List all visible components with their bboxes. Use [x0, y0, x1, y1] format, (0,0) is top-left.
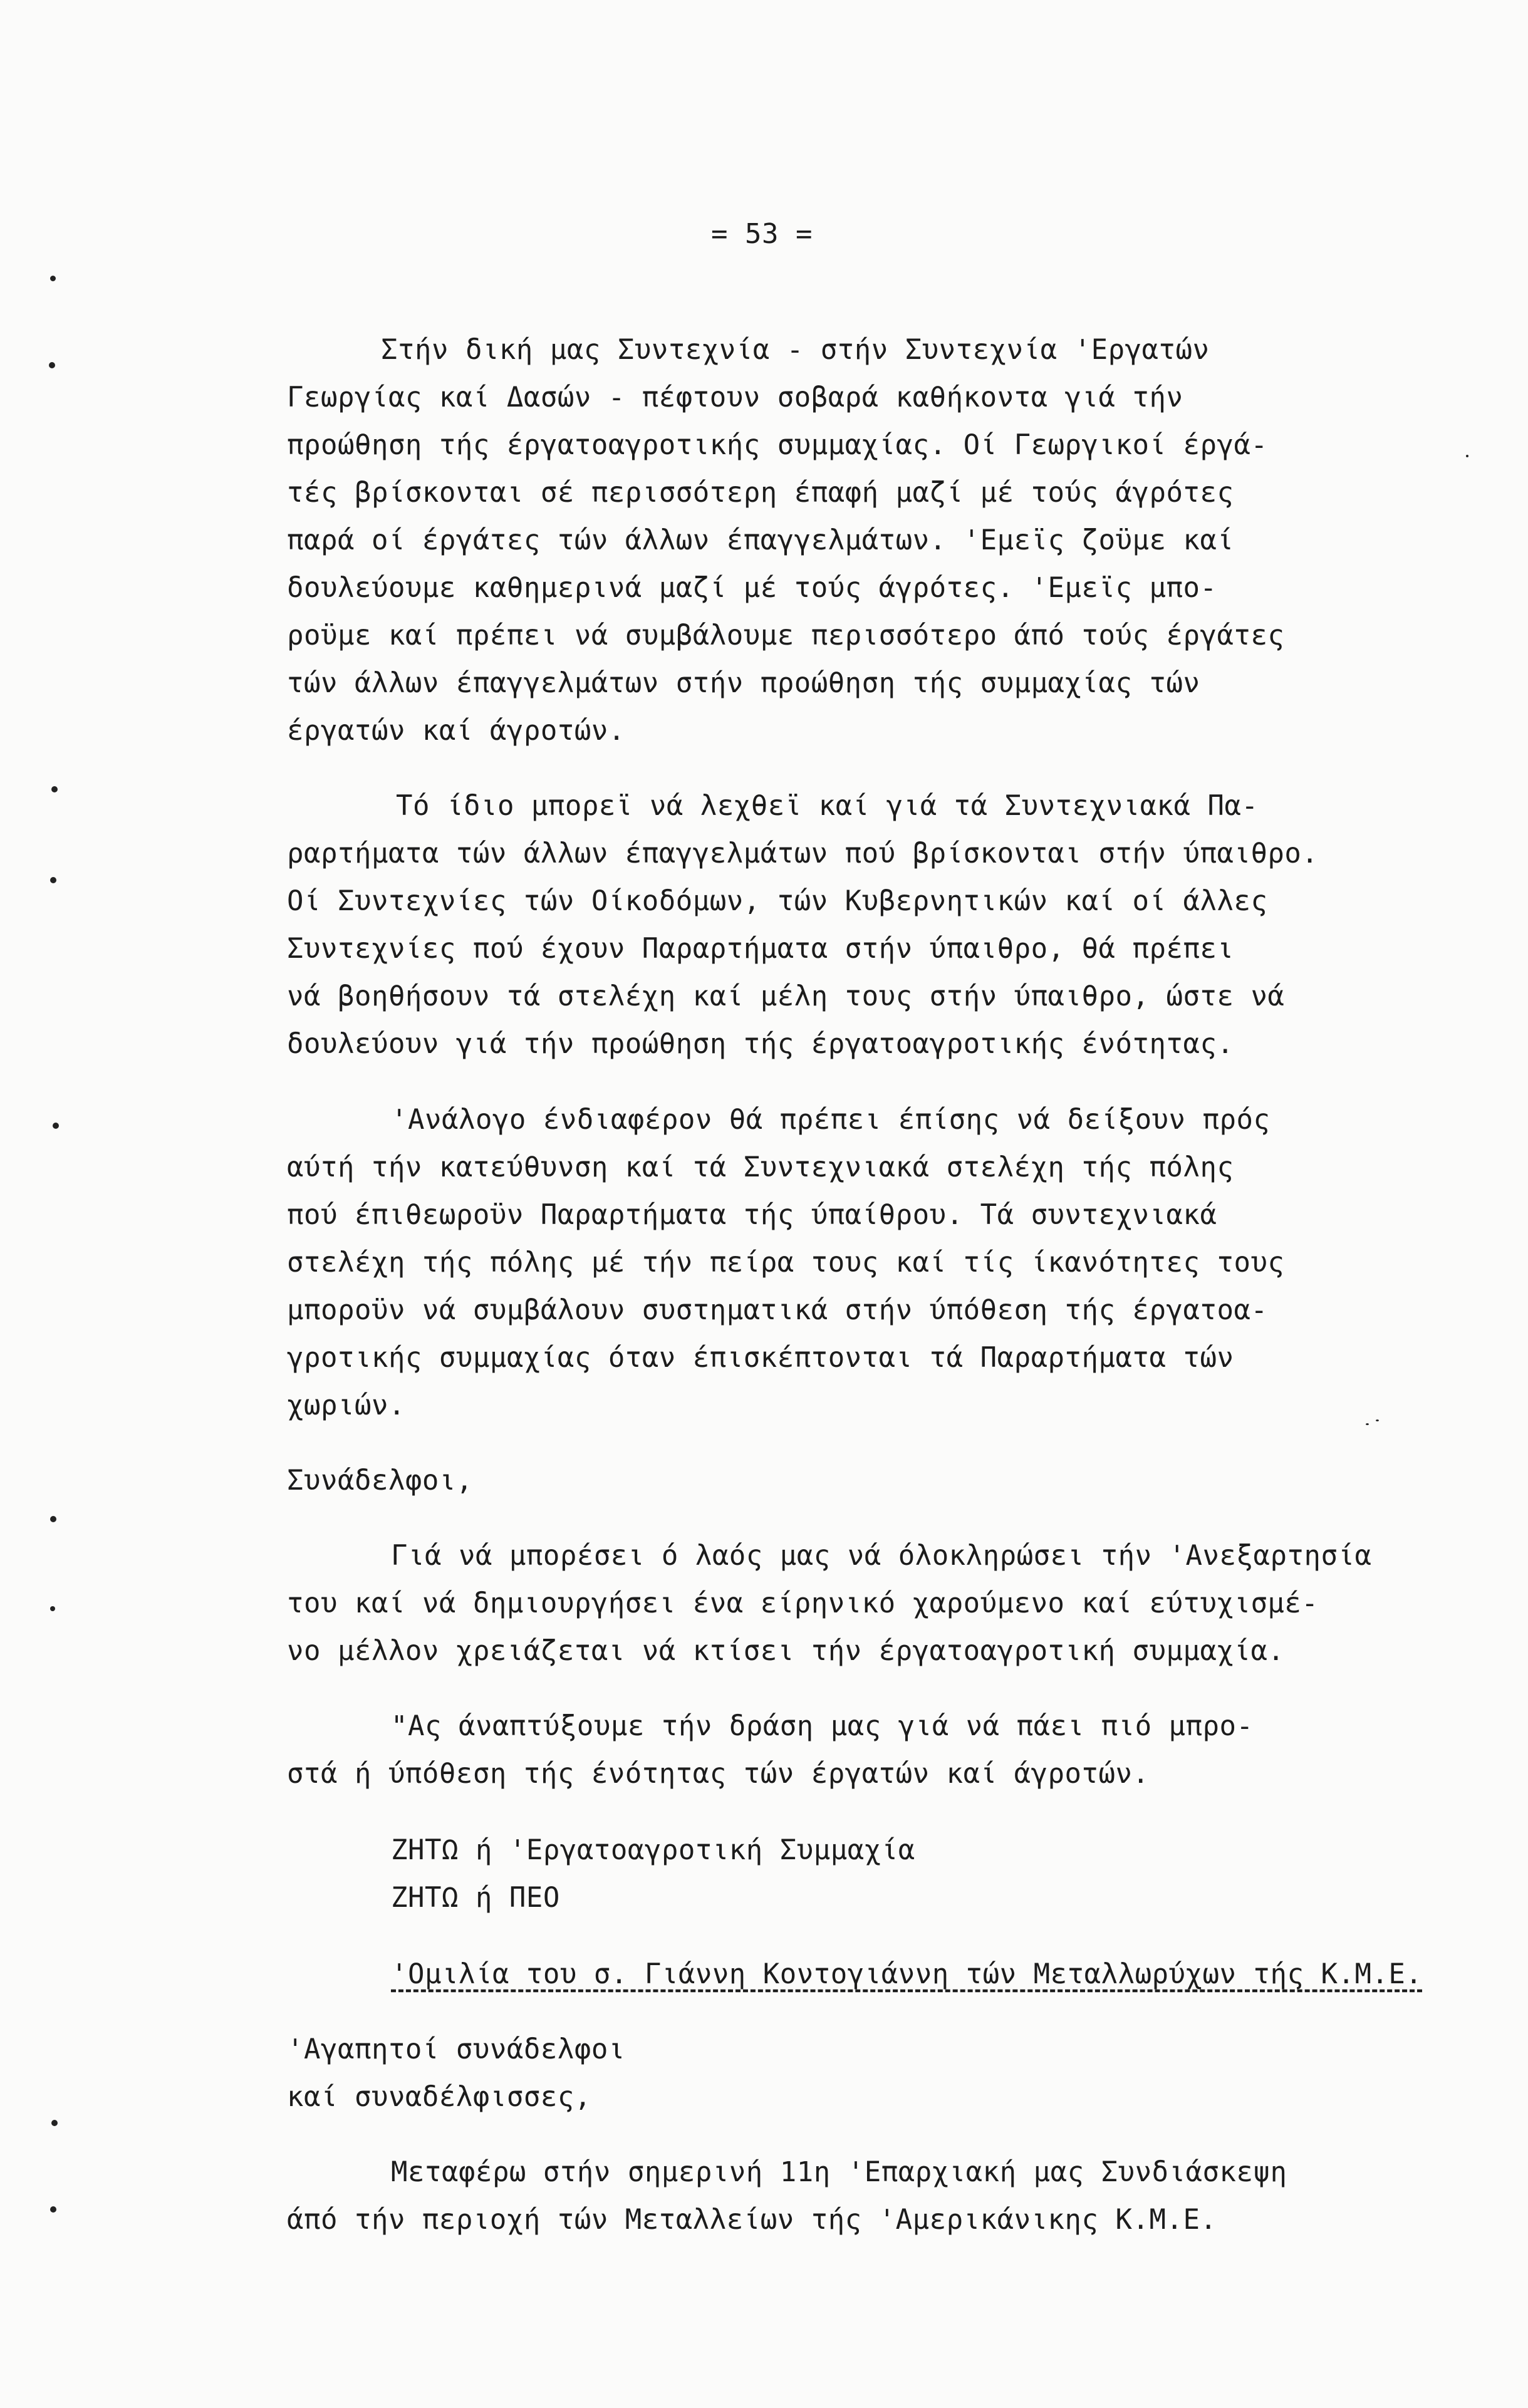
text-line: άπό τήν περιοχή τών Μεταλλείων τής 'Αμερικάνικης Κ.Μ.Ε. — [287, 2204, 1217, 2236]
slogan-line: ΖΗΤΩ ή ΠΕΟ — [391, 1882, 560, 1914]
text-line: προώθηση τής έργατοαγροτικής συμμαχίας. Οί Γεωργικοί έργά- — [287, 429, 1268, 461]
text-line: Οί Συντεχνίες τών Οίκοδόμων, τών Κυβερνητικών καί οί άλλες — [287, 885, 1268, 917]
scan-speck — [50, 877, 56, 883]
text-line: "Ας άναπτύξουμε τήν δράση μας γιά νά πάει πιό μπρο- — [391, 1710, 1254, 1742]
text-line: στά ή ύπόθεση τής ένότητας τών έργατών καί άγροτών. — [287, 1758, 1150, 1790]
scan-speck — [51, 2120, 58, 2126]
scan-speck — [1466, 455, 1468, 457]
text-line: νά βοηθήσουν τά στελέχη καί μέλη τους στήν ύπαιθρο, ώστε νά — [287, 980, 1285, 1012]
text-line: παρά οί έργάτες τών άλλων έπαγγελμάτων. 'Εμεϊς ζοϋμε καί — [287, 524, 1234, 556]
text-line: αύτή τήν κατεύθυνση καί τά Συντεχνιακά στελέχη τής πόλης — [287, 1151, 1234, 1183]
text-line: ραρτήματα τών άλλων έπαγγελμάτων πού βρίσκονται στήν ύπαιθρο. — [287, 838, 1319, 869]
text-line: Συντεχνίες πού έχουν Παραρτήματα στήν ύπαιθρο, θά πρέπει — [287, 933, 1234, 965]
scan-speck — [50, 1606, 55, 1611]
text-line: τές βρίσκονται σέ περισσότερη έπαφή μαζί μέ τούς άγρότες — [287, 477, 1234, 509]
scan-speck — [50, 1516, 56, 1522]
text-line: ροϋμε καί πρέπει νά συμβάλουμε περισσότερο άπό τούς έργάτες — [287, 620, 1285, 651]
text-line: έργατών καί άγροτών. — [287, 715, 625, 747]
text-line: γροτικής συμμαχίας όταν έπισκέπτονται τά Παραρτήματα τών — [287, 1342, 1234, 1374]
text-line: δουλεύουν γιά τήν προώθηση τής έργατοαγροτικής ένότητας. — [287, 1028, 1234, 1060]
slogan-line: ΖΗΤΩ ή 'Εργατοαγροτική Συμμαχία — [391, 1834, 915, 1866]
text-line: Στήν δική μας Συντεχνία - στήν Συντεχνία 'Εργατών — [381, 334, 1210, 366]
text-line: στελέχη τής πόλης μέ τήν πείρα τους καί τίς ίκανότητες τους — [287, 1247, 1285, 1279]
scan-speck — [51, 786, 58, 792]
text-line: Μεταφέρω στήν σημερινή 11η 'Επαρχιακή μας Συνδιάσκεψη — [391, 2156, 1287, 2188]
scan-speck — [49, 362, 55, 368]
salutation: 'Αγαπητοί συνάδελφοι — [287, 2033, 625, 2065]
scan-speck — [1366, 1423, 1369, 1425]
text-line: χωριών. — [287, 1389, 405, 1421]
text-line: Τό ίδιο μπορεϊ νά λεχθεϊ καί γιά τά Συντεχνιακά Πα- — [396, 790, 1259, 822]
speech-heading: 'Ομιλία του σ. Γιάννη Κοντογιάννη τών Μεταλλωρύχων τής Κ.Μ.Ε. — [391, 1958, 1423, 1990]
text-line: νο μέλλον χρειάζεται νά κτίσει τήν έργατοαγροτική συμμαχία. — [287, 1635, 1285, 1667]
text-line: πού έπιθεωροϋν Παραρτήματα τής ύπαίθρου. Τά συντεχνιακά — [287, 1199, 1217, 1231]
text-line: 'Ανάλογο ένδιαφέρον θά πρέπει έπίσης νά δείξουν πρός — [391, 1104, 1271, 1136]
scan-speck — [50, 2206, 56, 2213]
scan-speck — [53, 1123, 59, 1129]
text-line: του καί νά δημιουργήσει ένα είρηνικό χαρούμενο καί εύτυχισμέ- — [287, 1587, 1319, 1619]
text-line: δουλεύουμε καθημερινά μαζί μέ τούς άγρότες. 'Εμεϊς μπο- — [287, 572, 1217, 604]
text-line: τών άλλων έπαγγελμάτων στήν προώθηση τής συμμαχίας τών — [287, 667, 1200, 699]
text-line: Γιά νά μπορέσει ό λαός μας νά όλοκληρώσει τήν 'Ανεξαρτησία — [391, 1540, 1372, 1572]
page-number: = 53 = — [711, 218, 813, 250]
salutation: καί συναδέλφισσες, — [287, 2081, 591, 2113]
salutation: Συνάδελφοι, — [287, 1465, 473, 1497]
text-line: Γεωργίας καί Δασών - πέφτουν σοβαρά καθήκοντα γιά τήν — [287, 381, 1183, 413]
text-line: μποροϋν νά συμβάλουν συστηματικά στήν ύπόθεση τής έργατοα- — [287, 1294, 1268, 1326]
scan-speck — [1376, 1419, 1379, 1421]
scan-speck — [50, 276, 56, 281]
